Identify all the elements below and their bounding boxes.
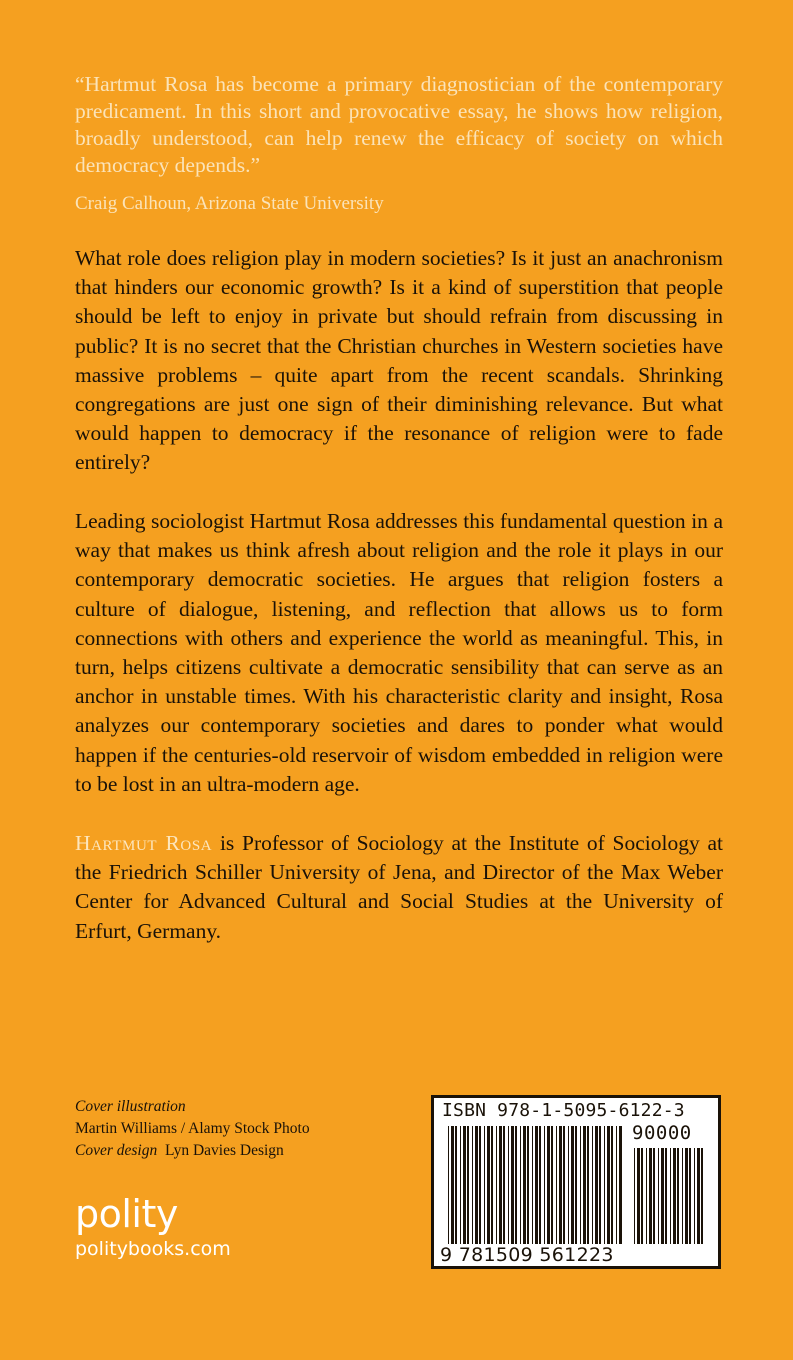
barcode-bar xyxy=(544,1126,545,1244)
cover-credits xyxy=(75,1096,310,1162)
cover-design-line xyxy=(75,1140,310,1162)
endorsement-attribution: Craig Calhoun, Arizona State University xyxy=(75,193,384,214)
barcode-bar xyxy=(491,1126,493,1244)
barcode-bar xyxy=(575,1126,577,1244)
barcode-bar xyxy=(475,1126,478,1244)
barcode-bar xyxy=(571,1126,574,1244)
cover-illustration-label: Cover illustration xyxy=(75,1098,186,1115)
barcode-bar xyxy=(697,1148,700,1244)
barcode-bar xyxy=(463,1126,466,1244)
barcode-bar xyxy=(484,1126,485,1244)
barcode-bar xyxy=(479,1126,481,1244)
barcode-bar xyxy=(487,1126,490,1244)
isbn-label: ISBN 978-1-5095-6122-3 xyxy=(442,1100,685,1121)
cover-illustration-credit: Martin Williams / Alamy Stock Photo xyxy=(75,1120,310,1137)
barcode-bar xyxy=(607,1126,610,1244)
barcode-bar xyxy=(583,1126,586,1244)
barcode-bar xyxy=(701,1148,703,1244)
barcode-bar xyxy=(619,1126,622,1244)
barcode-bar xyxy=(508,1126,509,1244)
barcode-bar xyxy=(689,1148,691,1244)
barcode-bar xyxy=(515,1126,517,1244)
barcode-bar xyxy=(658,1148,659,1244)
barcode-bar xyxy=(547,1126,550,1244)
barcode-bar xyxy=(599,1126,601,1244)
barcode-bar xyxy=(611,1126,613,1244)
barcode-bar xyxy=(637,1148,640,1244)
barcode-bar xyxy=(646,1148,647,1244)
barcode-bar xyxy=(527,1126,529,1244)
barcode-bar xyxy=(556,1126,557,1244)
author-bio-text: is Professor of Sociology at the Institute of Sociology at the Friedrich Schiller University of Jena, and Director of the Max Weber Center for Advanced Cultural and Social Studies at the University of Erfurt, Germany. xyxy=(75,831,723,943)
publisher-logo-text: polity xyxy=(75,1192,178,1236)
barcode-bar xyxy=(467,1126,469,1244)
barcode-bar xyxy=(532,1126,533,1244)
barcode-bar xyxy=(523,1126,526,1244)
barcode-bar xyxy=(587,1126,589,1244)
barcode-bar xyxy=(520,1126,521,1244)
barcode-bar xyxy=(649,1148,652,1244)
barcode-bar xyxy=(580,1126,581,1244)
barcode-bar xyxy=(451,1126,454,1244)
barcode-bar xyxy=(661,1148,664,1244)
isbn-barcode xyxy=(431,1095,721,1269)
barcode-bar xyxy=(563,1126,565,1244)
barcode-bar xyxy=(496,1126,497,1244)
barcode-bar xyxy=(677,1148,679,1244)
barcode-bar xyxy=(653,1148,655,1244)
barcode-bar xyxy=(595,1126,598,1244)
barcode-bar xyxy=(670,1148,671,1244)
price-code: 90000 xyxy=(632,1122,692,1144)
barcode-bar xyxy=(455,1126,457,1244)
endorsement-quote: “Hartmut Rosa has become a primary diagnostician of the contemporary predicament. In this short and provocative essay, he shows how religion, broadly understood, can help renew the efficacy of society on which democracy depends.” xyxy=(75,72,723,177)
description-paragraph-1: What role does religion play in modern societies? Is it just an anachronism that hinders our economic growth? Is it a kind of superstition that people should be left to enjoy in private but should refrain from discussing in public? It is no secret that the Christian churches in Western societies have massive problems – quite apart from the recent scandals. Shrinking congregations are just one sign of their diminishing relevance. But what would happen to democracy if the resonance of religion were to fade entirely? xyxy=(75,246,723,475)
publisher-url: politybooks.com xyxy=(75,1238,231,1260)
barcode-bar xyxy=(685,1148,688,1244)
cover-design-credit: Lyn Davies Design xyxy=(164,1142,284,1159)
barcode-bar xyxy=(448,1126,449,1244)
barcode-bar xyxy=(511,1126,514,1244)
barcode-bar xyxy=(616,1126,617,1244)
barcode-bar xyxy=(568,1126,569,1244)
barcode-bar xyxy=(499,1126,502,1244)
cover-design-label: Cover design xyxy=(75,1142,158,1159)
barcode-bar xyxy=(634,1148,635,1244)
barcode-bar xyxy=(682,1148,683,1244)
description-paragraph-2: Leading sociologist Hartmut Rosa addresses this fundamental question in a way that makes us think afresh about religion and the role it plays in our contemporary democratic societies. He argues that religion fosters a culture of dialogue, listening, and reflection that allows us to form connections with others and experience the world as meaningful. This, in turn, helps citizens cultivate a democratic sensibility that can serve as an anchor in unstable times. With his characteristic clarity and insight, Rosa analyzes our contemporary societies and dares to ponder what would happen if the centuries-old reservoir of wisdom embedded in religion were to be lost in an ultra-modern age. xyxy=(75,509,723,796)
barcode-bars xyxy=(434,1098,718,1266)
barcode-bar xyxy=(503,1126,505,1244)
barcode-bar xyxy=(535,1126,538,1244)
barcode-bar xyxy=(604,1126,605,1244)
publisher-logo xyxy=(75,1193,231,1261)
barcode-bar xyxy=(641,1148,643,1244)
barcode-bar xyxy=(460,1126,461,1244)
barcode-bar xyxy=(694,1148,695,1244)
barcode-bar xyxy=(559,1126,562,1244)
barcode-bar xyxy=(472,1126,473,1244)
barcode-digits: 9 781509 561223 xyxy=(440,1244,614,1266)
barcode-bar xyxy=(665,1148,667,1244)
author-bio xyxy=(75,829,723,946)
barcode-bar xyxy=(551,1126,553,1244)
barcode-bar xyxy=(592,1126,593,1244)
barcode-bar xyxy=(539,1126,541,1244)
barcode-bar xyxy=(673,1148,676,1244)
author-name: Hartmut Rosa xyxy=(75,831,213,855)
